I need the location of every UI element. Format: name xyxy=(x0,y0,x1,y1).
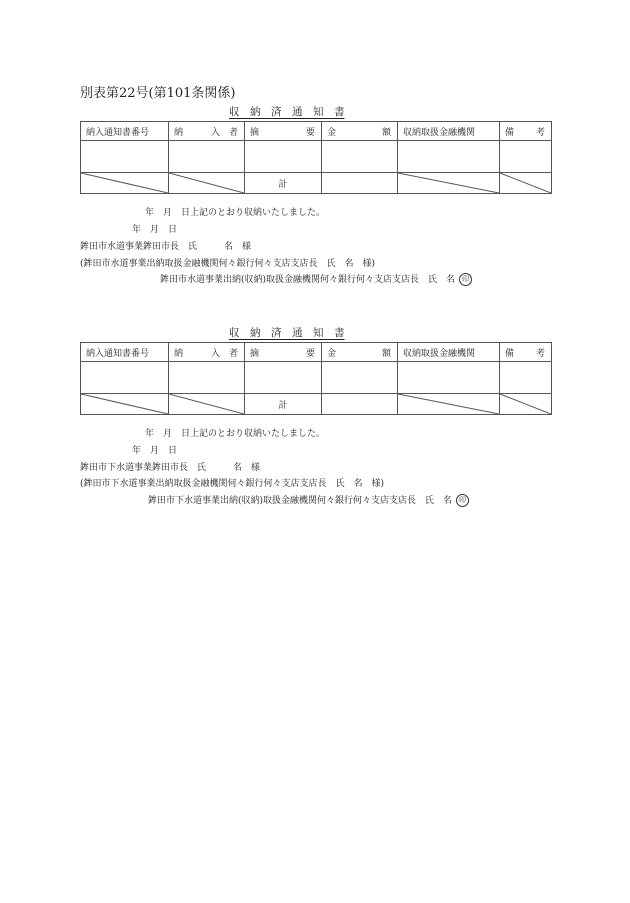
diagonal-cell xyxy=(169,394,245,415)
form-2-table xyxy=(80,342,552,415)
form-1-table xyxy=(80,121,552,194)
col-header-payer: 納 入 者 xyxy=(169,343,245,362)
col-header-description: 摘 要 xyxy=(245,343,322,362)
seal-icon: 印 xyxy=(459,273,472,286)
diagonal-cell xyxy=(398,173,500,194)
cell-remarks[interactable] xyxy=(500,362,552,394)
table-total-row xyxy=(81,394,552,415)
table-header-row xyxy=(81,122,552,141)
total-label: 計 xyxy=(245,173,322,194)
cell-bank[interactable] xyxy=(398,362,500,394)
diagonal-cell xyxy=(169,173,245,194)
cell-notice-number[interactable] xyxy=(81,141,169,173)
table-header-row xyxy=(81,343,552,362)
cell-remarks[interactable] xyxy=(500,141,552,173)
diagonal-cell xyxy=(500,173,552,194)
col-header-remarks: 備 考 xyxy=(500,122,552,141)
table-total-row xyxy=(81,173,552,194)
diagonal-cell xyxy=(81,394,169,415)
col-header-payer: 納 入 者 xyxy=(169,122,245,141)
form-1-title: 収 納 済 通 知 書 xyxy=(229,106,345,118)
cell-amount[interactable] xyxy=(322,141,398,173)
col-header-description: 摘 要 xyxy=(245,122,322,141)
cell-total-amount[interactable] xyxy=(322,173,398,194)
bank-addressee-line: (鉾田市水道事業出納取扱金融機関何々銀行何々支店支店長 氏 名 様) xyxy=(80,259,376,269)
date-line: 年 月 日 xyxy=(132,225,178,235)
signatory-line: 鉾田市水道事業出納(収納)取扱金融機関何々銀行何々支店支店長 氏 名 印 xyxy=(160,272,472,286)
col-header-bank: 収納取扱金融機関 xyxy=(398,343,500,362)
cell-payer[interactable] xyxy=(169,141,245,173)
cell-payer[interactable] xyxy=(169,362,245,394)
document-heading: 別表第22号(第101条関係) xyxy=(80,86,236,101)
cell-total-amount[interactable] xyxy=(322,394,398,415)
date-line: 年 月 日 xyxy=(132,446,178,456)
col-header-notice-number: 納入通知書番号 xyxy=(81,122,169,141)
cell-description[interactable] xyxy=(245,141,322,173)
bank-addressee-line: (鉾田市下水道事業出納取扱金融機関何々銀行何々支店支店長 氏 名 様) xyxy=(80,479,385,489)
table-entry-row xyxy=(81,141,552,173)
cell-bank[interactable] xyxy=(398,141,500,173)
receipt-statement: 年 月 日上記のとおり収納いたしました。 xyxy=(145,208,326,218)
col-header-amount: 金 額 xyxy=(322,343,398,362)
diagonal-cell xyxy=(500,394,552,415)
seal-icon: 印 xyxy=(456,494,469,507)
cell-amount[interactable] xyxy=(322,362,398,394)
form-2-title: 収 納 済 通 知 書 xyxy=(229,327,345,339)
col-header-bank: 収納取扱金融機関 xyxy=(398,122,500,141)
total-label: 計 xyxy=(245,394,322,415)
col-header-notice-number: 納入通知書番号 xyxy=(81,343,169,362)
col-header-remarks: 備 考 xyxy=(500,343,552,362)
cell-description[interactable] xyxy=(245,362,322,394)
addressee-line: 鉾田市水道事業鉾田市長 氏 名 様 xyxy=(80,242,252,252)
addressee-line: 鉾田市下水道事業鉾田市長 氏 名 様 xyxy=(80,463,261,473)
receipt-statement: 年 月 日上記のとおり収納いたしました。 xyxy=(145,429,326,439)
diagonal-cell xyxy=(81,173,169,194)
diagonal-cell xyxy=(398,394,500,415)
signatory-line: 鉾田市下水道事業出納(収納)取扱金融機関何々銀行何々支店支店長 氏 名 印 xyxy=(148,493,469,507)
table-entry-row xyxy=(81,362,552,394)
cell-notice-number[interactable] xyxy=(81,362,169,394)
col-header-amount: 金 額 xyxy=(322,122,398,141)
